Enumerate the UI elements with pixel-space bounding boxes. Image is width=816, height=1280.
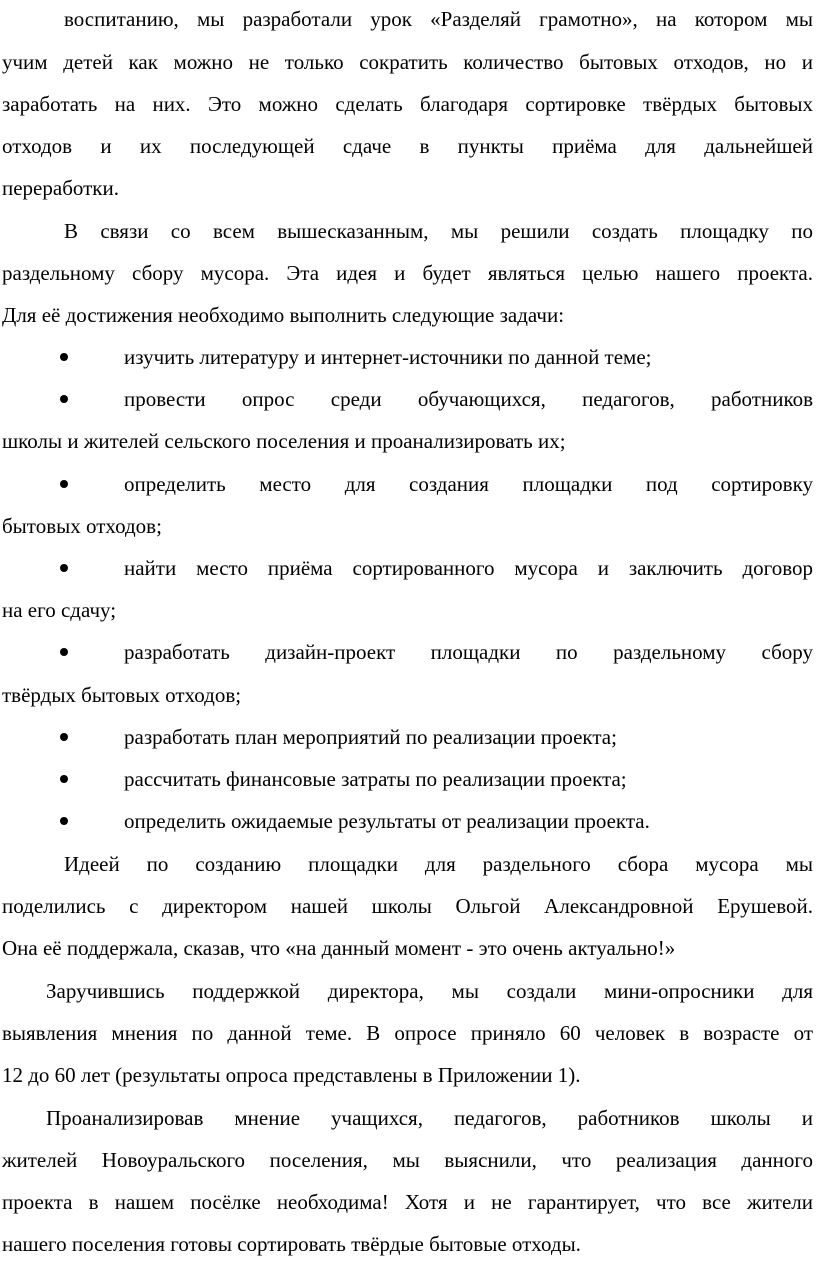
list-item-text: рассчитать финансовые затраты по реализации проекта; (124, 767, 627, 791)
text-line: поделились с директором нашей школы Ольгой Александровной Ерушевой. (2, 894, 813, 918)
text-line: учим детей как можно не только сократить количество бытовых отходов, но и (2, 50, 813, 74)
list-item-text: провести опрос среди обучающихся, педагогов, работников (124, 387, 813, 411)
text-line: 12 до 60 лет (результаты опроса представлены в Приложении 1). (2, 1063, 581, 1087)
list-item-text-continued: твёрдых бытовых отходов; (2, 683, 242, 707)
bullet-icon (60, 480, 68, 488)
bullet-icon (60, 733, 68, 741)
text-line: раздельному сбору мусора. Эта идея и будет являться целью нашего проекта. (2, 261, 813, 285)
text-line: проекта в нашем посёлке необходима! Хотя и не гарантирует, что все жители (2, 1190, 813, 1214)
list-item-text: разработать план мероприятий по реализации проекта; (124, 725, 617, 749)
list-item-text: определить место для создания площадки под сортировку (124, 472, 813, 496)
text-line: жителей Новоуральского поселения, мы выяснили, что реализация данного (2, 1148, 813, 1172)
bullet-icon (60, 353, 68, 361)
list-item-text-continued: школы и жителей сельского поселения и проанализировать их; (2, 429, 566, 453)
text-line: В связи со всем вышесказанным, мы решили создать площадку по (64, 219, 813, 243)
bullet-icon (60, 395, 68, 403)
bullet-icon (60, 648, 68, 656)
list-item-text: определить ожидаемые результаты от реализации проекта. (124, 809, 650, 833)
list-item-text: разработать дизайн-проект площадки по раздельному сбору (124, 640, 813, 664)
text-line: переработки. (2, 176, 119, 200)
text-line: нашего поселения готовы сортировать твёрдые бытовые отходы. (2, 1232, 581, 1256)
bullet-icon (60, 775, 68, 783)
text-line: Она её поддержала, сказав, что «на данный момент - это очень актуально!» (2, 936, 676, 960)
list-item-text: изучить литературу и интернет-источники по данной теме; (124, 345, 652, 369)
list-item-text-continued: на его сдачу; (2, 598, 117, 622)
text-line: Заручившись поддержкой директора, мы создали мини-опросники для (46, 979, 813, 1003)
text-line: Проанализировав мнение учащихся, педагогов, работников школы и (46, 1106, 813, 1130)
text-line: воспитанию, мы разработали урок «Разделяй грамотно», на котором мы (64, 7, 813, 31)
bullet-icon (60, 817, 68, 825)
text-line: выявления мнения по данной теме. В опросе приняло 60 человек в возрасте от (2, 1021, 813, 1045)
text-line: отходов и их последующей сдаче в пункты приёма для дальнейшей (2, 134, 813, 158)
text-line: Идеей по созданию площадки для раздельного сбора мусора мы (64, 852, 813, 876)
text-line: заработать на них. Это можно сделать благодаря сортировке твёрдых бытовых (2, 92, 813, 116)
list-item-text-continued: бытовых отходов; (2, 514, 162, 538)
list-item-text: найти место приёма сортированного мусора и заключить договор (124, 556, 813, 580)
bullet-icon (60, 564, 68, 572)
text-line: Для её достижения необходимо выполнить следующие задачи: (2, 303, 565, 327)
